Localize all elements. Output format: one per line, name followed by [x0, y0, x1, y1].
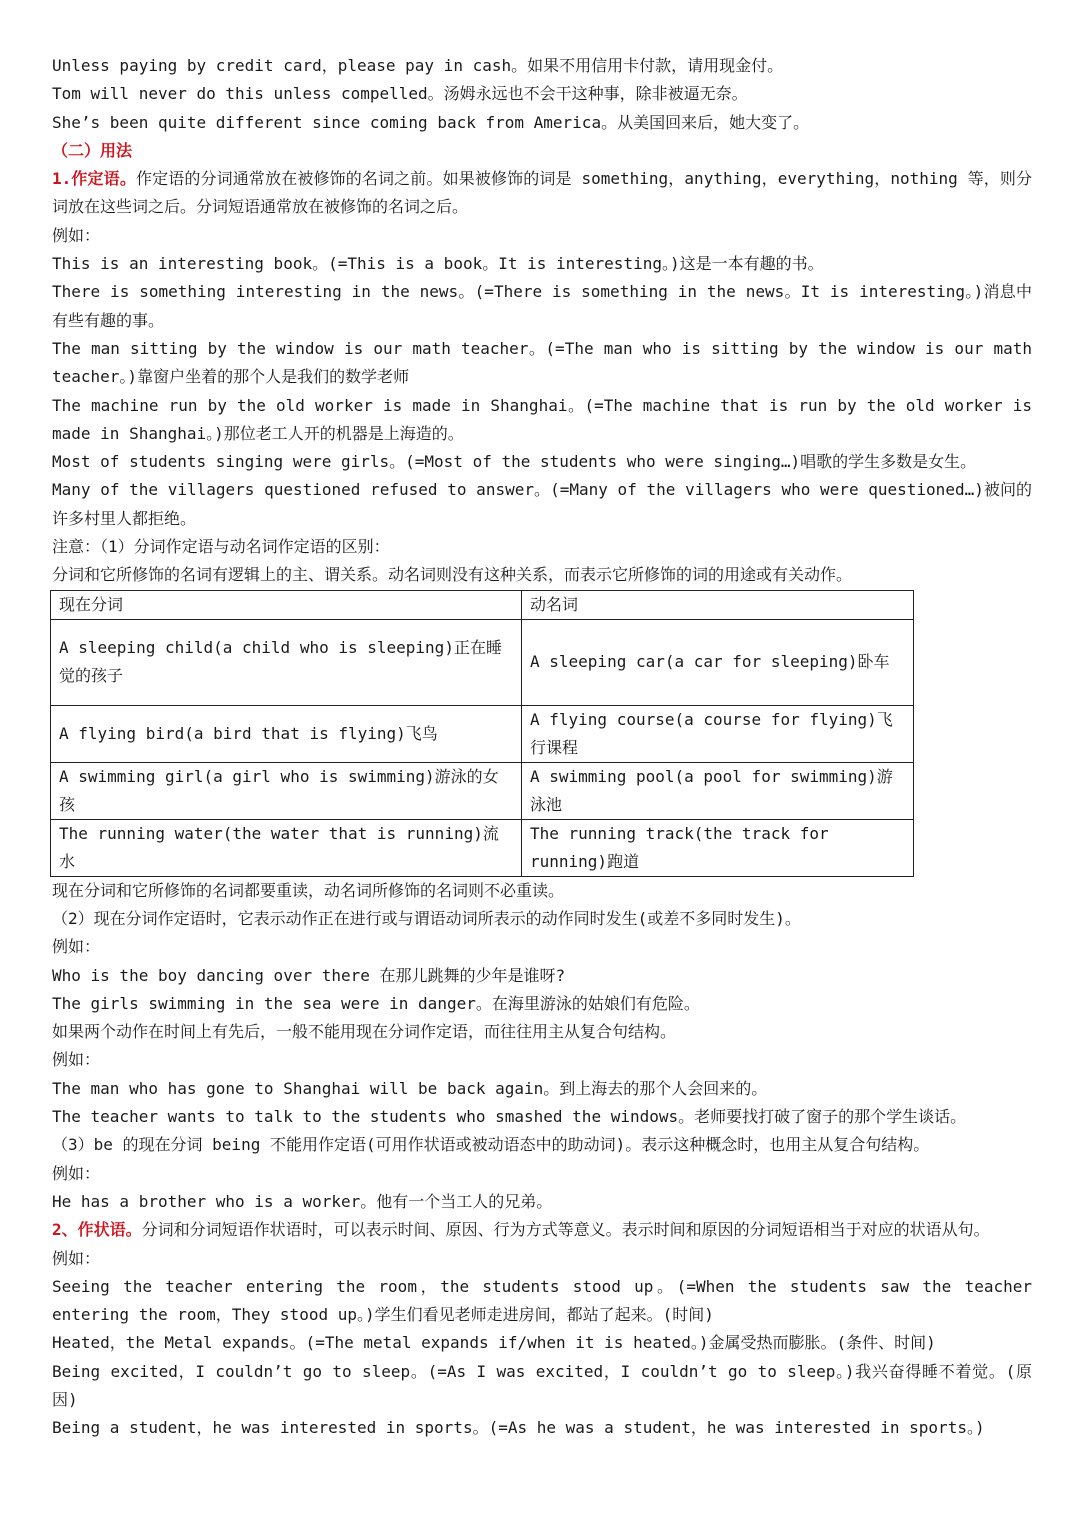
text-line: Unless paying by credit card，please pay in cash。如果不用信用卡付款，请用现金付。 [52, 56, 784, 75]
section-heading: （二）用法 [52, 140, 133, 160]
table-cell: A flying bird(a bird that is flying)飞鸟 [51, 705, 522, 762]
text-line: She’s been quite different since coming back from America。从美国回来后，她大变了。 [52, 112, 810, 132]
example-line: Heated，the Metal expands。(=The metal expands if/when it is heated。)金属受热而膨胀。(条件、时间) [52, 1333, 936, 1353]
example-label: 例如： [52, 1050, 101, 1070]
example-line: He has a brother who is a worker。他有一个当工人的兄弟。 [52, 1191, 553, 1211]
example-line: Being a student，he was interested in sports。(=As he was a student，he was interested in sports。) [52, 1418, 985, 1438]
example-line: The machine run by the old worker is made in Shanghai。(=The machine that is run by the old worker is made in Shanghai。)那位老工人开的机器是上海造的。 [52, 395, 1032, 443]
example-label: 例如： [52, 225, 101, 245]
table-row [51, 705, 914, 762]
table-row [51, 619, 914, 705]
attributive-text: 作定语的分词通常放在被修饰的名词之前。如果被修饰的词是 something，anything，everything，nothing 等，则分词放在这些词之后。分词短语通常放在被修饰的名词之后。 [52, 169, 1032, 217]
table-header: 现在分词 [51, 590, 522, 619]
table-row [51, 762, 914, 819]
example-line: There is something interesting in the news。(=There is something in the news。It is interesting。)消息中有些有趣的事。 [52, 282, 1032, 330]
comparison-table-wrap [52, 590, 1032, 877]
table-cell: The running track(the track for running)跑道 [522, 819, 914, 876]
table-cell: A sleeping child(a child who is sleeping)正在睡觉的孩子 [51, 619, 522, 705]
example-line: Seeing the teacher entering the room，the students stood up。(=When the students saw the teacher entering the room，They stood up。)学生们看见老师走进房间，都站了起来。(时间) [52, 1276, 1033, 1325]
example-line: The teacher wants to talk to the students who smashed the windows。老师要找打破了窗子的那个学生谈话。 [52, 1107, 967, 1127]
note-line: 注意：（1）分词作定语与动名词作定语的区别： [52, 537, 390, 557]
table-header: 动名词 [522, 590, 914, 619]
text-line: 如果两个动作在时间上有先后，一般不能用现在分词作定语，而往往用主从复合句结构。 [52, 1022, 677, 1042]
attributive-paragraph [52, 165, 1032, 222]
note-line: 分词和它所修饰的名词有逻辑上的主、谓关系。动名词则没有这种关系，而表示它所修饰的词的用途或有关动作。 [52, 565, 853, 585]
table-cell: The running water(the water that is running)流水 [51, 819, 522, 876]
text-line: Tom will never do this unless compelled。汤姆永远也不会干这种事，除非被逼无奈。 [52, 84, 748, 104]
table-cell: A swimming pool(a pool for swimming)游泳池 [522, 762, 914, 819]
comparison-table [50, 590, 914, 877]
example-line: Most of students singing were girls。(=Most of the students who were singing…)唱歌的学生多数是女生。 [52, 452, 977, 472]
example-line: Being excited，I couldn’t go to sleep。(=As I was excited，I couldn’t go to sleep。)我兴奋得睡不着觉。(原因) [52, 1361, 1032, 1409]
example-line: The man sitting by the window is our math teacher。(=The man who is sitting by the window is our math teacher。)靠窗户坐着的那个人是我们的数学老师 [52, 338, 1032, 387]
example-line: Who is the boy dancing over there 在那儿跳舞的少年是谁呀? [52, 965, 566, 985]
table-row [51, 819, 914, 876]
example-label: 例如： [52, 937, 101, 957]
text-line: （2）现在分词作定语时，它表示动作正在进行或与谓语动词所表示的动作同时发生(或差不多同时发生)。 [52, 908, 801, 928]
example-label: 例如： [52, 1248, 101, 1268]
adverbial-heading: 2、作状语。 [52, 1220, 142, 1240]
example-line: The girls swimming in the sea were in danger。在海里游泳的姑娘们有危险。 [52, 993, 700, 1013]
adverbial-text: 分词和分词短语作状语时，可以表示时间、原因、行为方式等意义。表示时间和原因的分词短语相当于对应的状语从句。 [141, 1220, 990, 1240]
table-cell: A swimming girl(a girl who is swimming)游泳的女孩 [51, 762, 522, 819]
text-line: 现在分词和它所修饰的名词都要重读，动名词所修饰的名词则不必重读。 [52, 880, 565, 900]
example-line: Many of the villagers questioned refused to answer。(=Many of the villagers who were questioned…)被问的许多村里人都拒绝。 [52, 480, 1032, 528]
text-line: （3）be 的现在分词 being 不能用作定语(可用作状语或被动语态中的助动词)。表示这种概念时，也用主从复合句结构。 [52, 1135, 930, 1155]
document-page [52, 52, 1032, 1443]
example-line: The man who has gone to Shanghai will be back again。到上海去的那个人会回来的。 [52, 1078, 768, 1098]
table-header-row [51, 590, 914, 619]
table-cell: A sleeping car(a car for sleeping)卧车 [522, 619, 914, 705]
adverbial-paragraph [52, 1216, 1032, 1244]
table-cell: A flying course(a course for flying)飞行课程 [522, 705, 914, 762]
example-label: 例如： [52, 1163, 101, 1183]
attributive-heading: 1.作定语。 [52, 169, 136, 189]
example-line: This is an interesting book。(=This is a book。It is interesting。)这是一本有趣的书。 [52, 254, 824, 274]
